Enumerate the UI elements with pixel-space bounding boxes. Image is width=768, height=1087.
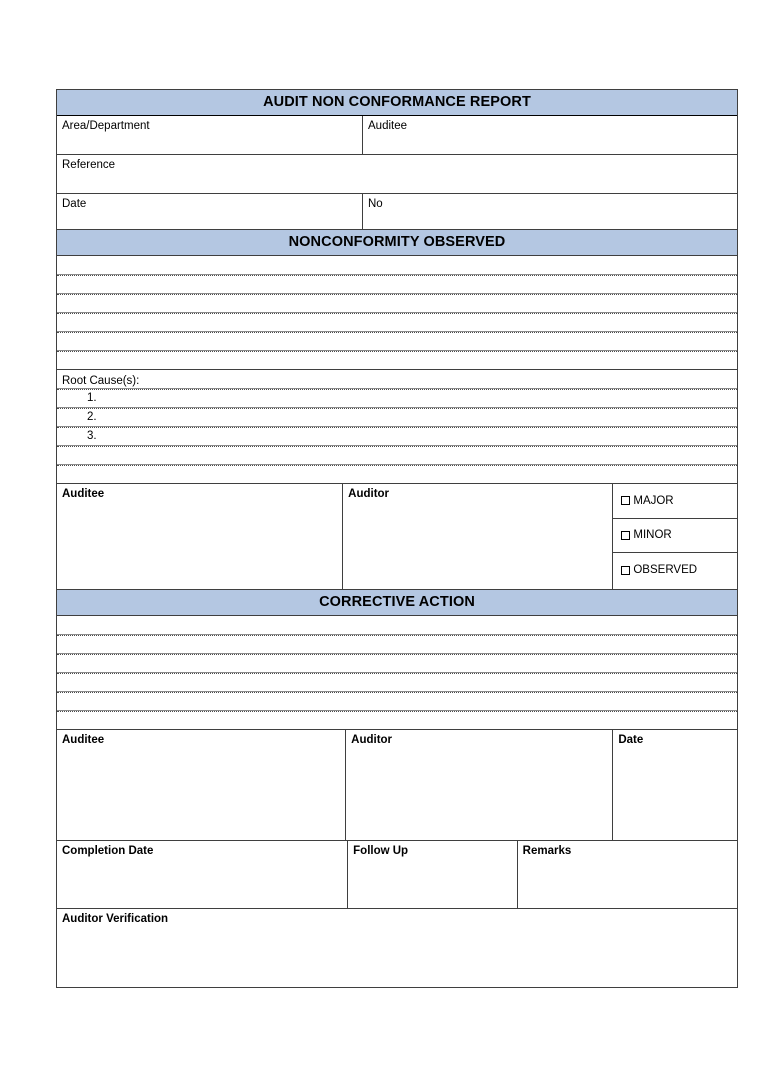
section-header-nonconformity-observed: NONCONFORMITY OBSERVED: [57, 230, 737, 256]
field-follow-up[interactable]: Follow Up: [348, 841, 518, 908]
reference-row: [57, 155, 737, 194]
field-auditor-verification[interactable]: Auditor Verification: [62, 913, 169, 925]
signature-auditee[interactable]: Auditee: [57, 484, 343, 589]
root-cause-area[interactable]: [57, 370, 737, 484]
root-cause-item-2[interactable]: 2.: [87, 411, 97, 423]
root-cause-item-1[interactable]: 1.: [87, 392, 97, 404]
classification-label-minor: MINOR: [633, 529, 672, 542]
corrective-action-writing-area[interactable]: [57, 616, 737, 730]
classification-option-major[interactable]: [613, 484, 737, 519]
classification-label-major: MAJOR: [633, 494, 674, 507]
checkbox-icon[interactable]: [621, 496, 630, 505]
followup-row: [57, 841, 737, 909]
nonconformity-signature-row: [57, 484, 737, 590]
field-area-department[interactable]: Area/Department: [57, 116, 363, 154]
classification-group: [613, 484, 737, 589]
field-completion-date[interactable]: Completion Date: [57, 841, 348, 908]
field-no[interactable]: No: [368, 198, 383, 210]
corrective-signature-row: [57, 730, 737, 841]
nonconformity-writing-area[interactable]: [57, 256, 737, 370]
classification-option-observed[interactable]: [613, 553, 737, 588]
signature-auditor[interactable]: Auditor: [343, 484, 613, 589]
classification-option-minor[interactable]: [613, 519, 737, 554]
date-no-row: [57, 194, 737, 230]
ruled-lines: [57, 616, 737, 729]
section-header-corrective-action: CORRECTIVE ACTION: [57, 590, 737, 616]
classification-label-observed: OBSERVED: [633, 564, 698, 577]
corrective-signature-date[interactable]: Date: [618, 734, 644, 746]
root-cause-item-3[interactable]: 3.: [87, 430, 97, 442]
field-date[interactable]: Date: [57, 194, 363, 229]
root-cause-label: Root Cause(s):: [62, 375, 140, 387]
audit-non-conformance-report-form: [56, 89, 738, 988]
root-cause-content: [57, 370, 737, 446]
ruled-lines: [57, 256, 737, 369]
field-reference[interactable]: Reference: [62, 159, 116, 171]
checkbox-icon[interactable]: [621, 566, 630, 575]
field-remarks[interactable]: Remarks: [522, 845, 572, 857]
checkbox-icon[interactable]: [621, 531, 630, 540]
area-auditee-row: [57, 116, 737, 155]
auditor-verification-row: [57, 909, 737, 987]
field-auditee[interactable]: Auditee: [368, 120, 408, 132]
corrective-signature-auditee[interactable]: Auditee: [57, 730, 346, 840]
corrective-signature-auditor[interactable]: Auditor: [346, 730, 613, 840]
form-title: AUDIT NON CONFORMANCE REPORT: [57, 90, 737, 116]
